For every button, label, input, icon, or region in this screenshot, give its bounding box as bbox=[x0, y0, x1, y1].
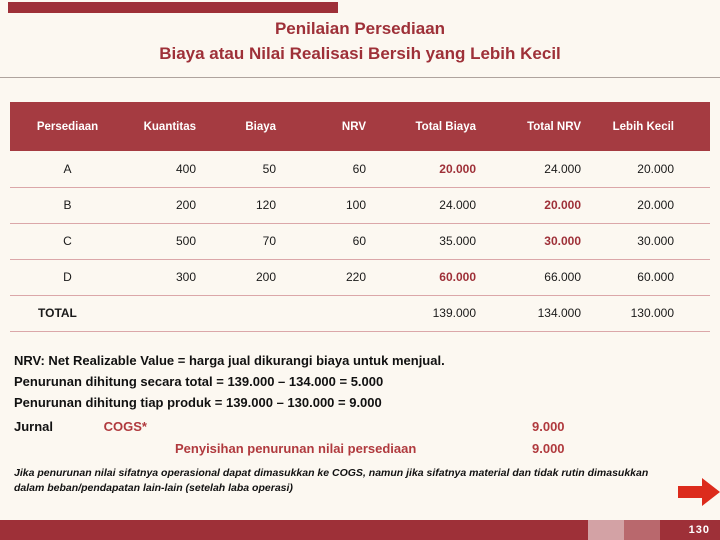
cell: 60.000 bbox=[380, 259, 490, 295]
penyisihan-account-label: Penyisihan penurunan nilai persediaan bbox=[175, 441, 417, 456]
cell: 24.000 bbox=[490, 151, 595, 187]
jurnal-label: Jurnal bbox=[14, 419, 54, 434]
penyisihan-amount: 9.000 bbox=[532, 441, 565, 456]
total-biaya-value: 139.000 bbox=[380, 295, 490, 331]
column-header: Kuantitas bbox=[125, 102, 210, 151]
cell: 200 bbox=[210, 259, 290, 295]
cell: 500 bbox=[125, 223, 210, 259]
table-row bbox=[10, 223, 710, 259]
slide-title-line1: Penilaian Persediaan bbox=[274, 19, 446, 38]
cell: 200 bbox=[125, 187, 210, 223]
cell: 300 bbox=[125, 259, 210, 295]
column-header: Persediaan bbox=[10, 102, 125, 151]
cell: 30.000 bbox=[595, 223, 710, 259]
cell: 35.000 bbox=[380, 223, 490, 259]
inventory-table bbox=[10, 102, 710, 332]
table-row bbox=[10, 151, 710, 187]
total-label: TOTAL bbox=[10, 295, 380, 331]
slide-title-line2: Biaya atau Nilai Realisasi Bersih yang Lebih Kecil bbox=[159, 44, 561, 63]
slide-title bbox=[0, 16, 720, 66]
next-arrow-icon bbox=[678, 477, 720, 507]
total-lebih-kecil-value: 130.000 bbox=[595, 295, 710, 331]
header-decor-strip bbox=[8, 2, 338, 13]
cell: 20.000 bbox=[595, 187, 710, 223]
cell: 400 bbox=[125, 151, 210, 187]
total-nrv-value: 134.000 bbox=[490, 295, 595, 331]
cell: 60.000 bbox=[595, 259, 710, 295]
jurnal-entry-line bbox=[14, 420, 706, 434]
cell: 60 bbox=[290, 151, 380, 187]
table-row bbox=[10, 187, 710, 223]
notes-block bbox=[14, 354, 706, 496]
footer-bar bbox=[0, 520, 720, 540]
column-header: NRV bbox=[290, 102, 380, 151]
column-header: Biaya bbox=[210, 102, 290, 151]
cell: 220 bbox=[290, 259, 380, 295]
column-header: Total Biaya bbox=[380, 102, 490, 151]
cell: 20.000 bbox=[490, 187, 595, 223]
note-penurunan-total: Penurunan dihitung secara total = 139.000 – 134.000 = 5.000 bbox=[14, 374, 384, 389]
footnote-text: Jika penurunan nilai sifatnya operasional dapat dimasukkan ke COGS, namun jika sifatnya material dan tidak rutin dimasukkan dalam beban/pendapatan lain-lain (setelah laba operasi) bbox=[14, 467, 649, 494]
table-header-row bbox=[10, 102, 710, 151]
page-number: 130 bbox=[688, 524, 710, 536]
column-header: Lebih Kecil bbox=[595, 102, 710, 151]
total-row bbox=[10, 295, 710, 331]
table-row bbox=[10, 259, 710, 295]
row-label: B bbox=[10, 187, 125, 223]
inventory-table-wrap bbox=[10, 102, 710, 332]
column-header: Total NRV bbox=[490, 102, 595, 151]
note-nrv-definition: NRV: Net Realizable Value = harga jual dikurangi biaya untuk menjual. bbox=[14, 353, 445, 368]
footer-decor-light bbox=[588, 520, 624, 540]
footer-decor-medium bbox=[624, 520, 660, 540]
cell: 66.000 bbox=[490, 259, 595, 295]
cell: 60 bbox=[290, 223, 380, 259]
row-label: A bbox=[10, 151, 125, 187]
cell: 100 bbox=[290, 187, 380, 223]
cell: 20.000 bbox=[380, 151, 490, 187]
cell: 70 bbox=[210, 223, 290, 259]
cell: 24.000 bbox=[380, 187, 490, 223]
title-divider bbox=[0, 77, 720, 78]
note-penurunan-produk: Penurunan dihitung tiap produk = 139.000 – 130.000 = 9.000 bbox=[14, 395, 382, 410]
cell: 30.000 bbox=[490, 223, 595, 259]
cell: 120 bbox=[210, 187, 290, 223]
cell: 20.000 bbox=[595, 151, 710, 187]
row-label: D bbox=[10, 259, 125, 295]
penyisihan-entry-line bbox=[14, 442, 706, 456]
cogs-account-label: COGS* bbox=[103, 419, 147, 434]
row-label: C bbox=[10, 223, 125, 259]
cogs-amount: 9.000 bbox=[532, 419, 565, 434]
cell: 50 bbox=[210, 151, 290, 187]
